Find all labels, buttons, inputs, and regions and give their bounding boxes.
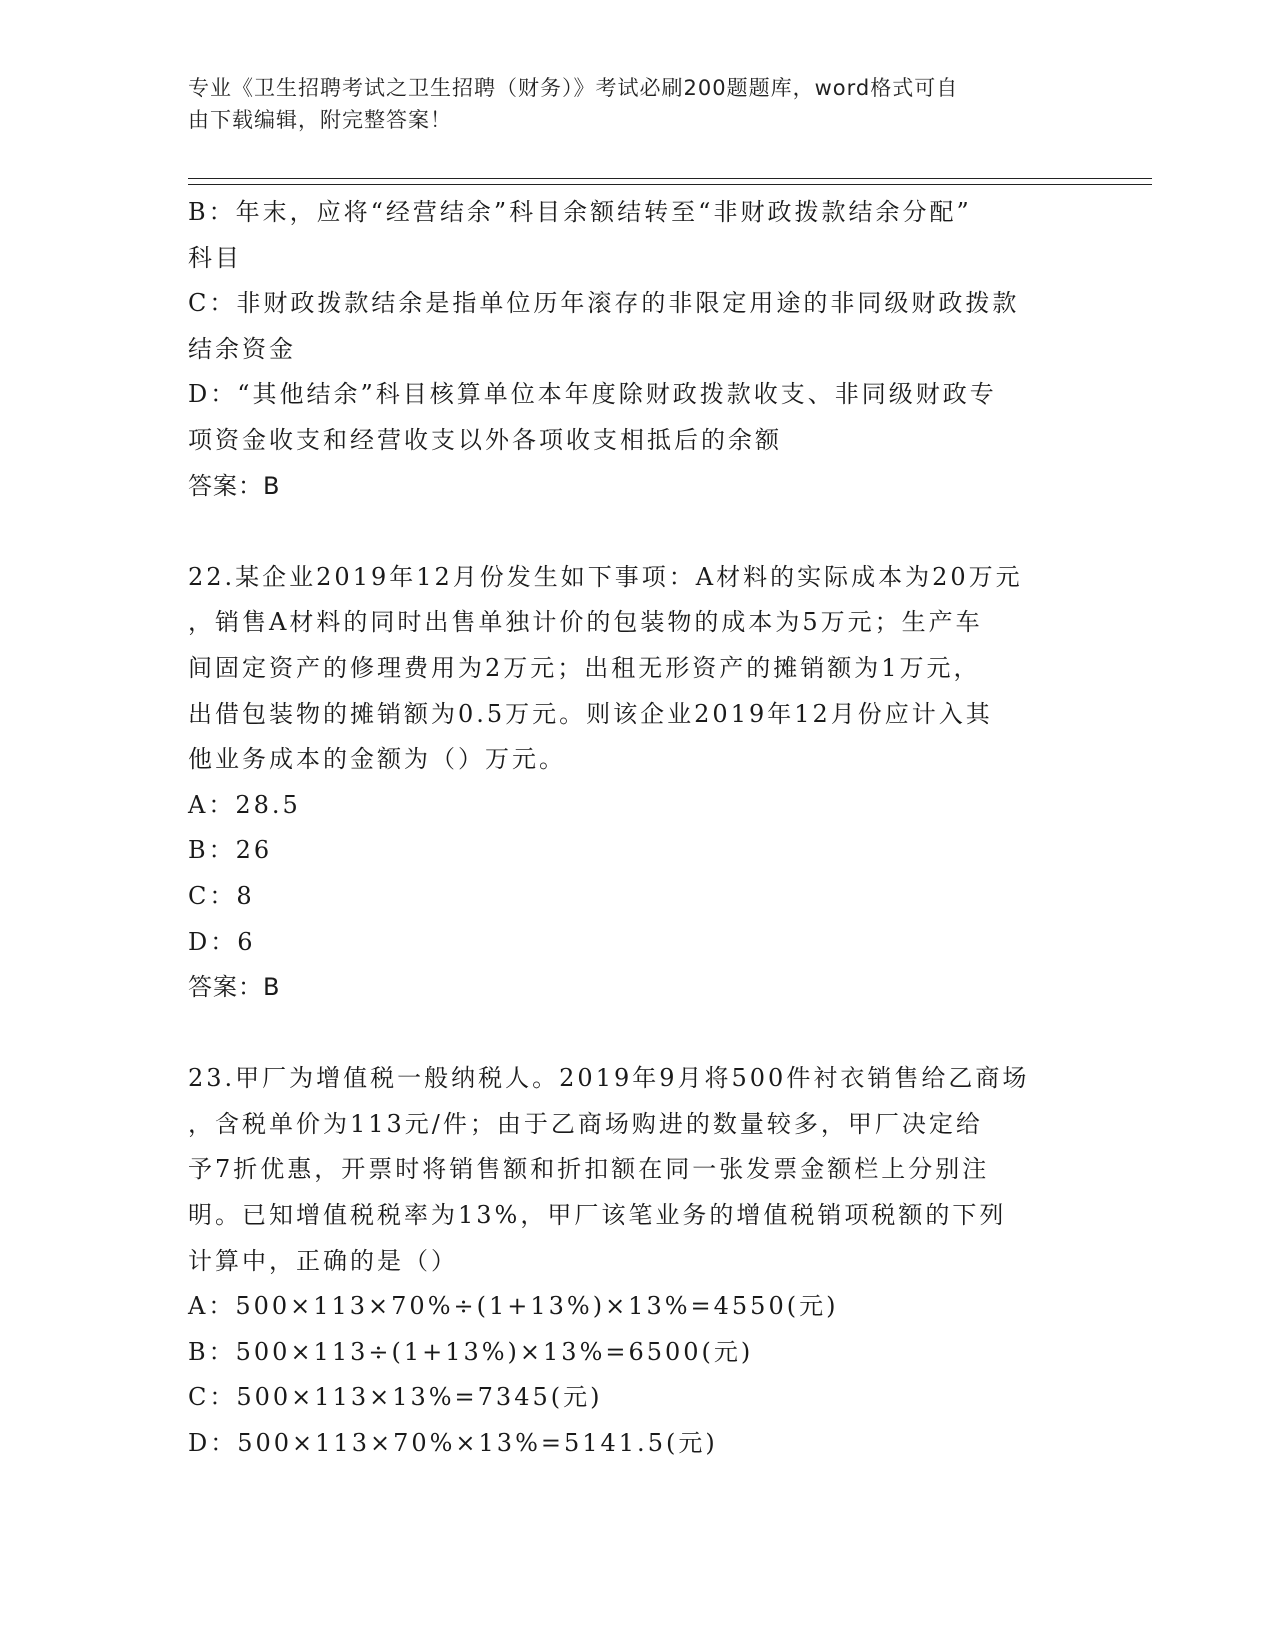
option-c: C：8 [188,881,255,910]
answer-label: 答案：B [188,973,281,1002]
option-line: 项资金收支和经营收支以外各项收支相抵后的余额 [188,425,782,454]
stem-line: 明。已知增值税税率为13%，甲厂该笔业务的增值税销项税额的下列 [188,1201,1007,1230]
option-line: C：非财政拨款结余是指单位历年滚存的非限定用途的非同级财政拨款 [188,289,1020,318]
option-b: B：500×113÷(1+13%)×13%=6500(元) [188,1337,754,1366]
document-body [188,190,1108,1467]
previous-question [188,190,1108,509]
option-a: A：500×113×70%÷(1+13%)×13%=4550(元) [188,1292,839,1321]
header-divider-bottom [188,184,1152,185]
spacer [188,509,1108,555]
stem-line: 22.某企业2019年12月份发生如下事项：A材料的实际成本为20万元 [188,562,1023,591]
spacer [188,1011,1108,1057]
question-22 [188,555,1108,1011]
option-a: A：28.5 [188,790,301,819]
document-header [188,72,1068,136]
question-23 [188,1056,1108,1466]
question-stem [188,1056,1108,1284]
answer-label: 答案：B [188,471,281,500]
option-b: B：26 [188,836,273,865]
stem-line: ，含税单价为113元/件；由于乙商场购进的数量较多，甲厂决定给 [188,1109,983,1138]
stem-line: ，销售A材料的同时出售单独计价的包装物的成本为5万元；生产车 [188,608,983,637]
option-line: 科目 [188,243,242,272]
stem-line: 出借包装物的摊销额为0.5万元。则该企业2019年12月份应计入其 [188,699,993,728]
option-d: D：500×113×70%×13%=5141.5(元) [188,1429,718,1458]
stem-line: 他业务成本的金额为（）万元。 [188,745,566,774]
stem-line: 计算中，正确的是（） [188,1246,458,1275]
question-stem [188,555,1108,783]
header-line-2: 由下载编辑，附完整答案！ [188,108,452,132]
stem-line: 间固定资产的修理费用为2万元；出租无形资产的摊销额为1万元， [188,653,981,682]
option-line: 结余资金 [188,334,296,363]
option-b [188,190,1108,281]
option-line: B：年末，应将“经营结余”科目余额结转至“非财政拨款结余分配” [188,198,972,226]
stem-line: 23.甲厂为增值税一般纳税人。2019年9月将500件衬衣销售给乙商场 [188,1064,1030,1093]
option-d: D：6 [188,927,256,956]
stem-line: 予7折优惠，开票时将销售额和折扣额在同一张发票金额栏上分别注 [188,1155,990,1184]
option-c: C：500×113×13%=7345(元) [188,1383,603,1412]
option-d [188,372,1108,463]
header-line-1: 专业《卫生招聘考试之卫生招聘（财务）》考试必刷200题题库，word格式可自 [188,76,959,100]
option-c [188,281,1108,372]
option-line: D：“其他结余”科目核算单位本年度除财政拨款收支、非同级财政专 [188,380,997,409]
header-divider-top [188,178,1152,179]
